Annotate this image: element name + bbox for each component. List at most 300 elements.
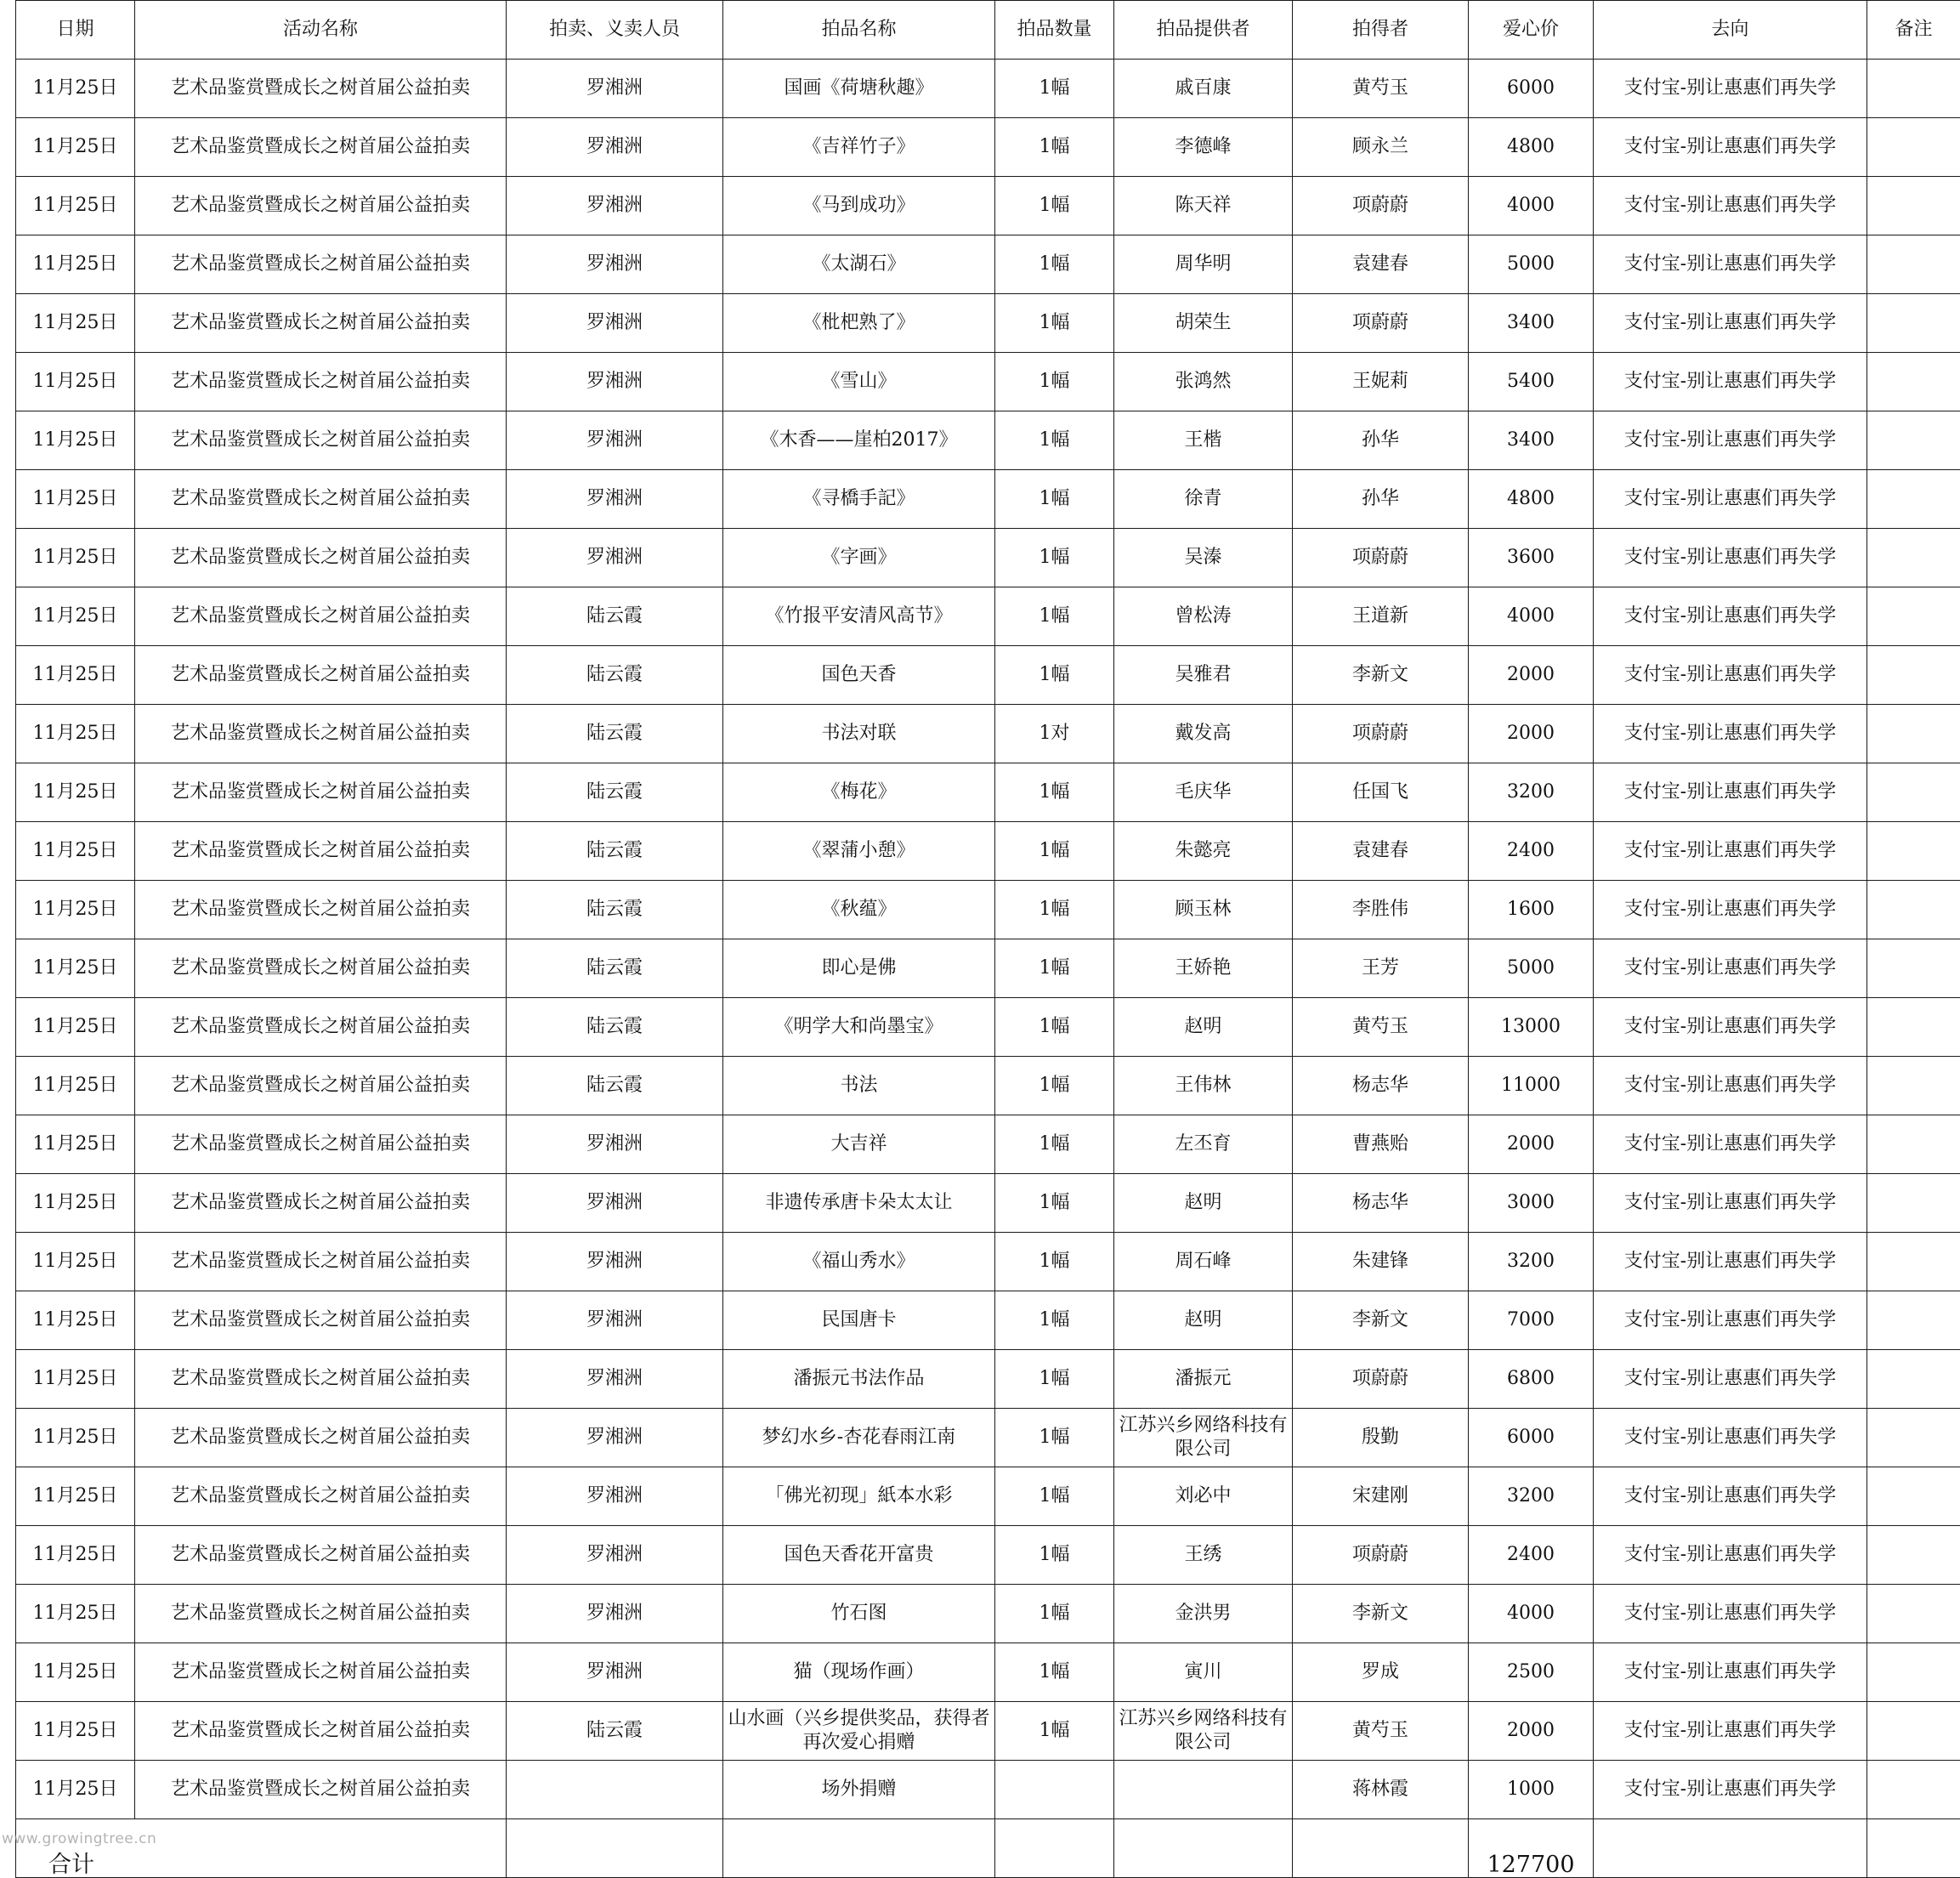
table-row [16,1233,1960,1291]
winner-cell: 孙华 [1293,470,1469,529]
price-cell: 6000 [1469,60,1594,118]
price-cell: 13000 [1469,998,1594,1057]
table-row [16,235,1960,294]
provider-cell: 顾玉林 [1114,881,1293,939]
table-row [16,294,1960,353]
quantity-cell: 1幅 [995,587,1114,646]
auctioneer-cell: 罗湘洲 [507,60,723,118]
price-cell: 4800 [1469,118,1594,177]
destination-cell: 支付宝-别让惠惠们再失学 [1594,822,1867,881]
price-cell: 4000 [1469,587,1594,646]
table-row [16,1174,1960,1233]
remarks-cell [1867,587,1960,646]
remarks-cell [1867,177,1960,235]
winner-cell: 项蔚蔚 [1293,705,1469,763]
item-name-cell: 《雪山》 [723,353,995,411]
table-row [16,998,1960,1057]
total-empty-cell [995,1819,1114,1878]
item-name-cell: 《枇杷熟了》 [723,294,995,353]
total-empty-cell [1114,1819,1293,1878]
remarks-cell [1867,998,1960,1057]
winner-cell: 项蔚蔚 [1293,177,1469,235]
winner-cell: 黄芍玉 [1293,60,1469,118]
auctioneer-cell: 陆云霞 [507,705,723,763]
destination-cell: 支付宝-别让惠惠们再失学 [1594,1291,1867,1350]
date-cell: 11月25日 [16,1702,135,1761]
remarks-cell [1867,60,1960,118]
table-row [16,763,1960,822]
auctioneer-cell: 罗湘洲 [507,529,723,587]
price-cell: 2000 [1469,1115,1594,1174]
quantity-cell: 1幅 [995,939,1114,998]
header-remarks: 备注 [1867,1,1960,60]
price-cell: 2000 [1469,646,1594,705]
header-item-name: 拍品名称 [723,1,995,60]
destination-cell: 支付宝-别让惠惠们再失学 [1594,646,1867,705]
quantity-cell: 1幅 [995,1702,1114,1761]
quantity-cell: 1幅 [995,1057,1114,1115]
price-cell: 5400 [1469,353,1594,411]
table-row [16,1291,1960,1350]
auctioneer-cell: 罗湘洲 [507,177,723,235]
activity-cell: 艺术品鉴赏暨成长之树首届公益拍卖 [135,118,507,177]
winner-cell: 殷勤 [1293,1409,1469,1467]
provider-cell: 赵明 [1114,1174,1293,1233]
activity-cell: 艺术品鉴赏暨成长之树首届公益拍卖 [135,763,507,822]
price-cell: 2000 [1469,705,1594,763]
item-name-cell: 《秋蕴》 [723,881,995,939]
remarks-cell [1867,353,1960,411]
total-empty-cell [507,1819,723,1878]
destination-cell: 支付宝-别让惠惠们再失学 [1594,1115,1867,1174]
auctioneer-cell: 罗湘洲 [507,1350,723,1409]
destination-cell: 支付宝-别让惠惠们再失学 [1594,1643,1867,1702]
destination-cell: 支付宝-别让惠惠们再失学 [1594,1409,1867,1467]
provider-cell: 潘振元 [1114,1350,1293,1409]
header-date: 日期 [16,1,135,60]
destination-cell: 支付宝-别让惠惠们再失学 [1594,1761,1867,1819]
auctioneer-cell: 陆云霞 [507,822,723,881]
item-name-cell: 竹石图 [723,1585,995,1643]
item-name-cell: 猫（现场作画） [723,1643,995,1702]
provider-cell: 吴雅君 [1114,646,1293,705]
price-cell: 5000 [1469,939,1594,998]
auctioneer-cell: 陆云霞 [507,998,723,1057]
table-row [16,822,1960,881]
auctioneer-cell: 陆云霞 [507,881,723,939]
table-row [16,353,1960,411]
auctioneer-cell: 罗湘洲 [507,470,723,529]
price-cell: 11000 [1469,1057,1594,1115]
table-row [16,587,1960,646]
activity-cell: 艺术品鉴赏暨成长之树首届公益拍卖 [135,1057,507,1115]
activity-cell: 艺术品鉴赏暨成长之树首届公益拍卖 [135,60,507,118]
quantity-cell: 1幅 [995,470,1114,529]
header-row [16,1,1960,60]
winner-cell: 袁建春 [1293,822,1469,881]
item-name-cell: 国画《荷塘秋趣》 [723,60,995,118]
date-cell: 11月25日 [16,1526,135,1585]
total-row [16,1819,1960,1878]
table-row [16,1643,1960,1702]
item-name-cell: 《太湖石》 [723,235,995,294]
quantity-cell: 1幅 [995,1643,1114,1702]
total-empty-cell [1594,1819,1867,1878]
item-name-cell: 潘振元书法作品 [723,1350,995,1409]
item-name-cell: 国色天香 [723,646,995,705]
quantity-cell: 1幅 [995,1409,1114,1467]
auctioneer-cell: 罗湘洲 [507,1115,723,1174]
price-cell: 2400 [1469,1526,1594,1585]
provider-cell: 曾松涛 [1114,587,1293,646]
table-row [16,1761,1960,1819]
destination-cell: 支付宝-别让惠惠们再失学 [1594,1057,1867,1115]
date-cell: 11月25日 [16,235,135,294]
date-cell: 11月25日 [16,1467,135,1526]
remarks-cell [1867,1526,1960,1585]
remarks-cell [1867,705,1960,763]
activity-cell: 艺术品鉴赏暨成长之树首届公益拍卖 [135,235,507,294]
table-row [16,1526,1960,1585]
remarks-cell [1867,1702,1960,1761]
activity-cell: 艺术品鉴赏暨成长之树首届公益拍卖 [135,1409,507,1467]
auctioneer-cell: 罗湘洲 [507,294,723,353]
auctioneer-cell: 陆云霞 [507,939,723,998]
remarks-cell [1867,1467,1960,1526]
total-empty-cell [723,1819,995,1878]
remarks-cell [1867,822,1960,881]
date-cell: 11月25日 [16,177,135,235]
item-name-cell: 《吉祥竹子》 [723,118,995,177]
date-cell: 11月25日 [16,353,135,411]
header-activity-name: 活动名称 [135,1,507,60]
provider-cell: 戚百康 [1114,60,1293,118]
winner-cell: 朱建锋 [1293,1233,1469,1291]
date-cell: 11月25日 [16,939,135,998]
total-label: 合计 [16,1819,507,1878]
winner-cell: 罗成 [1293,1643,1469,1702]
winner-cell: 任国飞 [1293,763,1469,822]
date-cell: 11月25日 [16,1291,135,1350]
winner-cell: 杨志华 [1293,1057,1469,1115]
quantity-cell: 1幅 [995,881,1114,939]
price-cell: 6800 [1469,1350,1594,1409]
date-cell: 11月25日 [16,1585,135,1643]
destination-cell: 支付宝-别让惠惠们再失学 [1594,353,1867,411]
item-name-cell: 《木香——崖柏2017》 [723,411,995,470]
destination-cell: 支付宝-别让惠惠们再失学 [1594,1526,1867,1585]
header-destination: 去向 [1594,1,1867,60]
provider-cell: 李德峰 [1114,118,1293,177]
item-name-cell: 大吉祥 [723,1115,995,1174]
winner-cell: 曹燕贻 [1293,1115,1469,1174]
header-provider: 拍品提供者 [1114,1,1293,60]
remarks-cell [1867,1761,1960,1819]
auctioneer-cell: 罗湘洲 [507,1174,723,1233]
item-name-cell: 场外捐赠 [723,1761,995,1819]
destination-cell: 支付宝-别让惠惠们再失学 [1594,177,1867,235]
winner-cell: 黄芍玉 [1293,998,1469,1057]
item-name-cell: 即心是佛 [723,939,995,998]
item-name-cell: 《寻橋手記》 [723,470,995,529]
date-cell: 11月25日 [16,1761,135,1819]
date-cell: 11月25日 [16,822,135,881]
date-cell: 11月25日 [16,1057,135,1115]
destination-cell: 支付宝-别让惠惠们再失学 [1594,411,1867,470]
winner-cell: 蒋林霞 [1293,1761,1469,1819]
quantity-cell: 1幅 [995,822,1114,881]
destination-cell: 支付宝-别让惠惠们再失学 [1594,587,1867,646]
remarks-cell [1867,763,1960,822]
table-row [16,1350,1960,1409]
remarks-cell [1867,294,1960,353]
winner-cell: 项蔚蔚 [1293,1526,1469,1585]
activity-cell: 艺术品鉴赏暨成长之树首届公益拍卖 [135,998,507,1057]
date-cell: 11月25日 [16,881,135,939]
item-name-cell: 《字画》 [723,529,995,587]
date-cell: 11月25日 [16,1174,135,1233]
date-cell: 11月25日 [16,470,135,529]
date-cell: 11月25日 [16,118,135,177]
auctioneer-cell: 陆云霞 [507,587,723,646]
price-cell: 7000 [1469,1291,1594,1350]
date-cell: 11月25日 [16,60,135,118]
destination-cell: 支付宝-别让惠惠们再失学 [1594,763,1867,822]
activity-cell: 艺术品鉴赏暨成长之树首届公益拍卖 [135,1585,507,1643]
quantity-cell: 1幅 [995,1526,1114,1585]
price-cell: 3400 [1469,294,1594,353]
auctioneer-cell [507,1761,723,1819]
date-cell: 11月25日 [16,763,135,822]
activity-cell: 艺术品鉴赏暨成长之树首届公益拍卖 [135,1643,507,1702]
winner-cell: 李新文 [1293,1291,1469,1350]
auctioneer-cell: 罗湘洲 [507,118,723,177]
winner-cell: 项蔚蔚 [1293,294,1469,353]
remarks-cell [1867,529,1960,587]
activity-cell: 艺术品鉴赏暨成长之树首届公益拍卖 [135,470,507,529]
date-cell: 11月25日 [16,1409,135,1467]
provider-cell: 赵明 [1114,998,1293,1057]
table-row [16,881,1960,939]
header-auctioneer: 拍卖、义卖人员 [507,1,723,60]
total-empty-cell [1867,1819,1960,1878]
remarks-cell [1867,1643,1960,1702]
auctioneer-cell: 罗湘洲 [507,1467,723,1526]
provider-cell: 胡荣生 [1114,294,1293,353]
price-cell: 2400 [1469,822,1594,881]
quantity-cell: 1幅 [995,294,1114,353]
activity-cell: 艺术品鉴赏暨成长之树首届公益拍卖 [135,1174,507,1233]
quantity-cell: 1幅 [995,60,1114,118]
table-row [16,60,1960,118]
activity-cell: 艺术品鉴赏暨成长之树首届公益拍卖 [135,822,507,881]
provider-cell: 寅川 [1114,1643,1293,1702]
table-row [16,1585,1960,1643]
item-name-cell: 「佛光初现」紙本水彩 [723,1467,995,1526]
quantity-cell: 1幅 [995,1467,1114,1526]
item-name-cell: 书法 [723,1057,995,1115]
quantity-cell: 1幅 [995,1291,1114,1350]
remarks-cell [1867,881,1960,939]
activity-cell: 艺术品鉴赏暨成长之树首届公益拍卖 [135,177,507,235]
auctioneer-cell: 陆云霞 [507,646,723,705]
quantity-cell: 1幅 [995,1350,1114,1409]
header-price: 爱心价 [1469,1,1594,60]
activity-cell: 艺术品鉴赏暨成长之树首届公益拍卖 [135,1350,507,1409]
winner-cell: 王妮莉 [1293,353,1469,411]
header-quantity: 拍品数量 [995,1,1114,60]
price-cell: 1600 [1469,881,1594,939]
price-cell: 6000 [1469,1409,1594,1467]
provider-cell: 张鸿然 [1114,353,1293,411]
remarks-cell [1867,1350,1960,1409]
provider-cell: 金洪男 [1114,1585,1293,1643]
price-cell: 3600 [1469,529,1594,587]
table-row [16,1702,1960,1761]
price-cell: 1000 [1469,1761,1594,1819]
quantity-cell: 1幅 [995,1233,1114,1291]
table-row [16,177,1960,235]
destination-cell: 支付宝-别让惠惠们再失学 [1594,1174,1867,1233]
activity-cell: 艺术品鉴赏暨成长之树首届公益拍卖 [135,881,507,939]
remarks-cell [1867,1115,1960,1174]
table-row [16,1409,1960,1467]
quantity-cell: 1幅 [995,763,1114,822]
provider-cell: 戴发高 [1114,705,1293,763]
winner-cell: 项蔚蔚 [1293,529,1469,587]
price-cell: 4800 [1469,470,1594,529]
price-cell: 3200 [1469,763,1594,822]
activity-cell: 艺术品鉴赏暨成长之树首届公益拍卖 [135,1761,507,1819]
item-name-cell: 梦幻水乡-杏花春雨江南 [723,1409,995,1467]
item-name-cell: 非遗传承唐卡朵太太让 [723,1174,995,1233]
remarks-cell [1867,1233,1960,1291]
destination-cell: 支付宝-别让惠惠们再失学 [1594,1702,1867,1761]
destination-cell: 支付宝-别让惠惠们再失学 [1594,998,1867,1057]
provider-cell: 王绣 [1114,1526,1293,1585]
provider-cell: 朱懿亮 [1114,822,1293,881]
remarks-cell [1867,1585,1960,1643]
item-name-cell: 《梅花》 [723,763,995,822]
table-row [16,705,1960,763]
total-amount: 127700 [1469,1819,1594,1878]
destination-cell: 支付宝-别让惠惠们再失学 [1594,1467,1867,1526]
date-cell: 11月25日 [16,411,135,470]
header-winner: 拍得者 [1293,1,1469,60]
price-cell: 5000 [1469,235,1594,294]
activity-cell: 艺术品鉴赏暨成长之树首届公益拍卖 [135,411,507,470]
provider-cell: 王伟林 [1114,1057,1293,1115]
item-name-cell: 书法对联 [723,705,995,763]
activity-cell: 艺术品鉴赏暨成长之树首届公益拍卖 [135,1526,507,1585]
table-row [16,529,1960,587]
quantity-cell: 1幅 [995,998,1114,1057]
quantity-cell: 1幅 [995,646,1114,705]
price-cell: 3000 [1469,1174,1594,1233]
provider-cell: 周华明 [1114,235,1293,294]
destination-cell: 支付宝-别让惠惠们再失学 [1594,118,1867,177]
provider-cell [1114,1761,1293,1819]
winner-cell: 王芳 [1293,939,1469,998]
auctioneer-cell: 陆云霞 [507,763,723,822]
destination-cell: 支付宝-别让惠惠们再失学 [1594,705,1867,763]
winner-cell: 袁建春 [1293,235,1469,294]
destination-cell: 支付宝-别让惠惠们再失学 [1594,529,1867,587]
auctioneer-cell: 罗湘洲 [507,235,723,294]
activity-cell: 艺术品鉴赏暨成长之树首届公益拍卖 [135,353,507,411]
auctioneer-cell: 陆云霞 [507,1702,723,1761]
auctioneer-cell: 罗湘洲 [507,1585,723,1643]
table-row [16,1115,1960,1174]
item-name-cell: 民国唐卡 [723,1291,995,1350]
winner-cell: 孙华 [1293,411,1469,470]
auctioneer-cell: 罗湘洲 [507,1643,723,1702]
remarks-cell [1867,939,1960,998]
date-cell: 11月25日 [16,998,135,1057]
remarks-cell [1867,1291,1960,1350]
auctioneer-cell: 罗湘洲 [507,1409,723,1467]
date-cell: 11月25日 [16,705,135,763]
remarks-cell [1867,1409,1960,1467]
auction-records-table [15,0,1960,1878]
item-name-cell: 《翠蒲小憩》 [723,822,995,881]
date-cell: 11月25日 [16,1350,135,1409]
destination-cell: 支付宝-别让惠惠们再失学 [1594,294,1867,353]
price-cell: 3400 [1469,411,1594,470]
activity-cell: 艺术品鉴赏暨成长之树首届公益拍卖 [135,1115,507,1174]
item-name-cell: 《明学大和尚墨宝》 [723,998,995,1057]
date-cell: 11月25日 [16,294,135,353]
activity-cell: 艺术品鉴赏暨成长之树首届公益拍卖 [135,294,507,353]
quantity-cell: 1幅 [995,1174,1114,1233]
destination-cell: 支付宝-别让惠惠们再失学 [1594,1350,1867,1409]
activity-cell: 艺术品鉴赏暨成长之树首届公益拍卖 [135,939,507,998]
winner-cell: 顾永兰 [1293,118,1469,177]
remarks-cell [1867,1057,1960,1115]
quantity-cell: 1幅 [995,1115,1114,1174]
provider-cell: 毛庆华 [1114,763,1293,822]
activity-cell: 艺术品鉴赏暨成长之树首届公益拍卖 [135,1291,507,1350]
remarks-cell [1867,470,1960,529]
price-cell: 2500 [1469,1643,1594,1702]
table-body [16,60,1960,1819]
winner-cell: 宋建刚 [1293,1467,1469,1526]
table-row [16,1467,1960,1526]
quantity-cell: 1幅 [995,1585,1114,1643]
table-row [16,646,1960,705]
auctioneer-cell: 罗湘洲 [507,353,723,411]
table-row [16,1057,1960,1115]
winner-cell: 李胜伟 [1293,881,1469,939]
destination-cell: 支付宝-别让惠惠们再失学 [1594,881,1867,939]
remarks-cell [1867,646,1960,705]
price-cell: 4000 [1469,1585,1594,1643]
winner-cell: 李新文 [1293,646,1469,705]
activity-cell: 艺术品鉴赏暨成长之树首届公益拍卖 [135,587,507,646]
destination-cell: 支付宝-别让惠惠们再失学 [1594,939,1867,998]
quantity-cell: 1对 [995,705,1114,763]
quantity-cell: 1幅 [995,118,1114,177]
activity-cell: 艺术品鉴赏暨成长之树首届公益拍卖 [135,529,507,587]
table-row [16,939,1960,998]
table-row [16,411,1960,470]
date-cell: 11月25日 [16,529,135,587]
provider-cell: 王楷 [1114,411,1293,470]
winner-cell: 王道新 [1293,587,1469,646]
remarks-cell [1867,118,1960,177]
activity-cell: 艺术品鉴赏暨成长之树首届公益拍卖 [135,1233,507,1291]
provider-cell: 赵明 [1114,1291,1293,1350]
